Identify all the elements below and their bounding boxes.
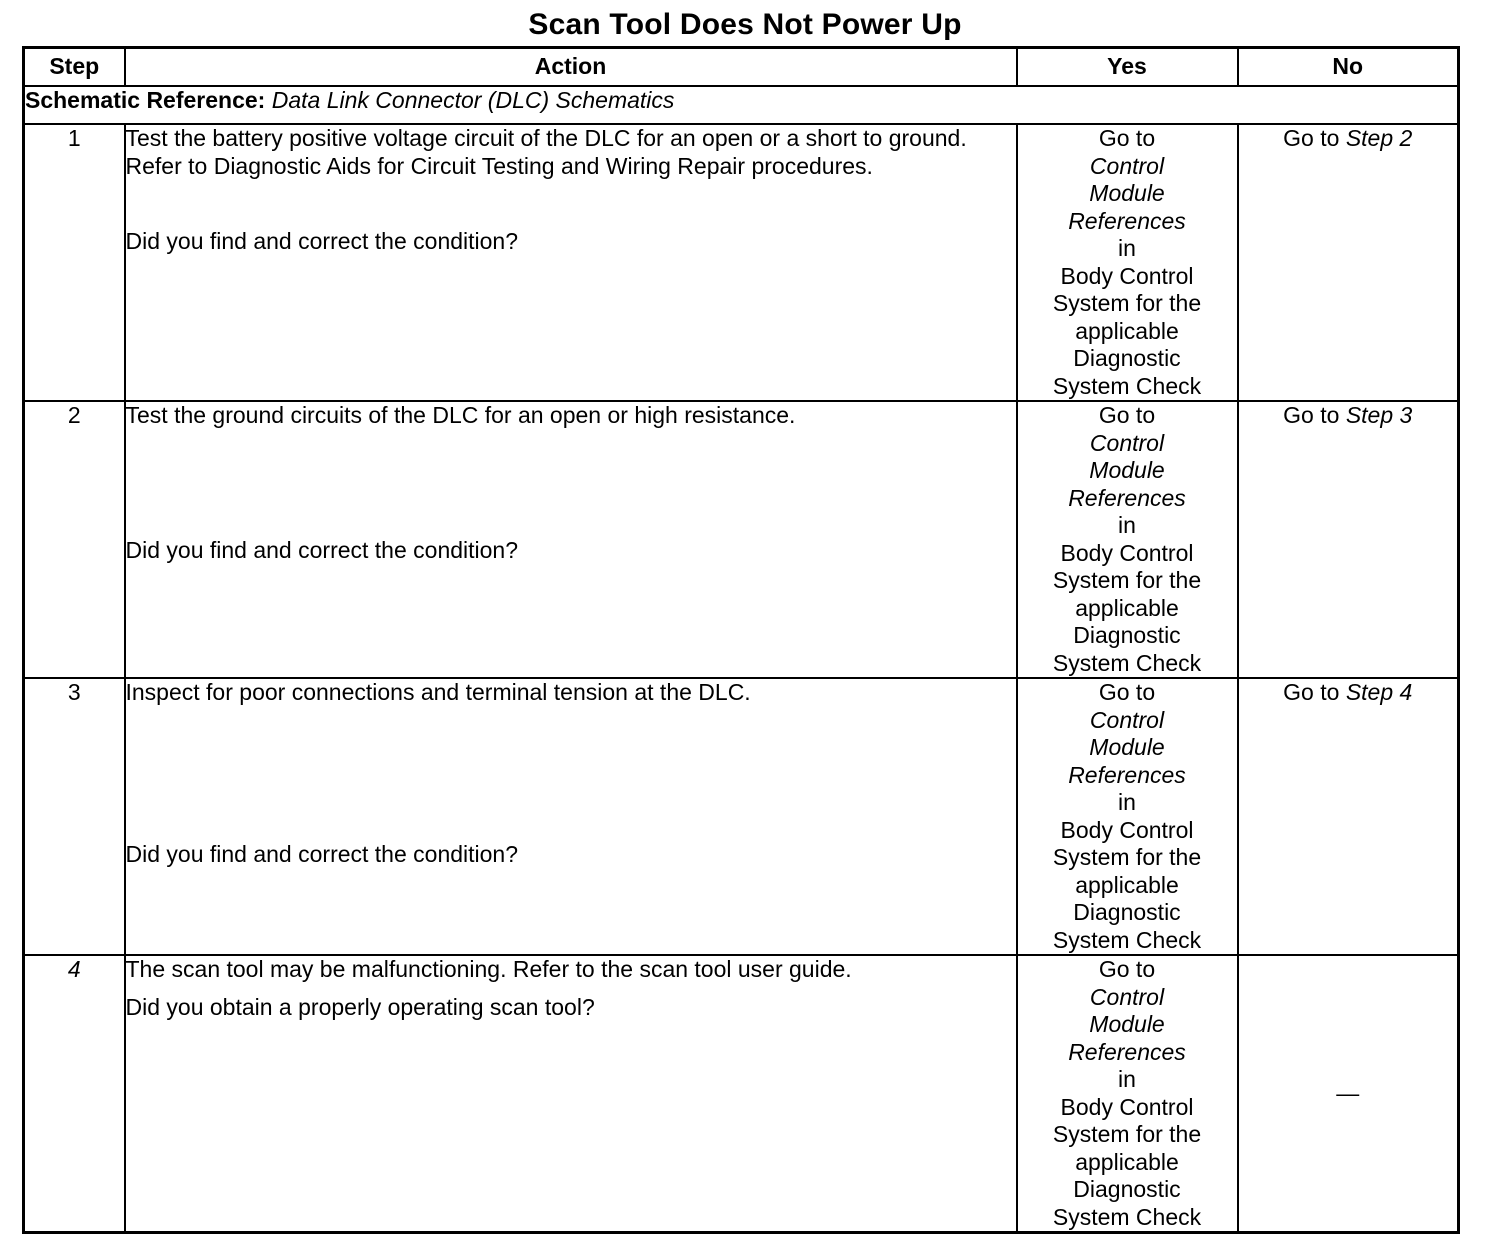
action-cell <box>125 955 1017 1233</box>
header-step: Step <box>24 48 125 87</box>
yes-text: Diagnostic <box>1073 622 1181 648</box>
action-text: Inspect for poor connections and terminal tension at the DLC. <box>125 679 751 705</box>
step-number: 2 <box>24 401 125 678</box>
table-row <box>24 401 1459 678</box>
yes-text: Diagnostic <box>1073 1176 1181 1202</box>
yes-link[interactable]: Module <box>1089 734 1165 760</box>
action-cell <box>125 401 1017 678</box>
step-number: 3 <box>24 678 125 955</box>
header-action: Action <box>125 48 1017 87</box>
yes-link[interactable]: Control <box>1089 152 1165 179</box>
yes-link[interactable]: References <box>1068 207 1186 234</box>
yes-link[interactable]: Control <box>1089 706 1165 733</box>
no-go-to: Go to <box>1283 402 1340 428</box>
yes-go-to: Go to <box>1098 956 1156 982</box>
yes-text: System Check <box>1052 1203 1202 1230</box>
no-step-link[interactable]: Step 2 <box>1345 125 1413 151</box>
no-step-link[interactable]: Step 3 <box>1345 402 1413 428</box>
yes-link[interactable]: References <box>1068 1038 1186 1065</box>
yes-in: in <box>1118 235 1136 261</box>
no-go-to: Go to <box>1283 125 1340 151</box>
action-cell <box>125 124 1017 401</box>
yes-text: Body Control <box>1060 262 1194 289</box>
yes-text: System Check <box>1052 649 1202 676</box>
table-row <box>24 955 1459 1233</box>
no-cell <box>1238 678 1459 955</box>
no-dash: — <box>1336 1079 1360 1106</box>
yes-cell <box>1017 955 1238 1233</box>
yes-go-to: Go to <box>1098 402 1156 428</box>
action-question: Did you find and correct the condition? <box>125 228 519 254</box>
yes-text: System for the <box>1052 290 1202 316</box>
yes-text: Body Control <box>1060 816 1194 843</box>
yes-link[interactable]: Control <box>1089 983 1165 1010</box>
yes-text: Body Control <box>1060 1093 1194 1120</box>
yes-text: System for the <box>1052 844 1202 870</box>
table-row <box>24 124 1459 401</box>
action-cell <box>125 678 1017 955</box>
yes-go-to: Go to <box>1098 679 1156 705</box>
page-title: Scan Tool Does Not Power Up <box>528 8 962 41</box>
yes-text: applicable <box>1075 1148 1179 1175</box>
yes-text: applicable <box>1075 871 1179 898</box>
yes-link[interactable]: Module <box>1089 180 1165 206</box>
no-cell <box>1238 124 1459 401</box>
schematic-row <box>24 86 1459 124</box>
header-no: No <box>1238 48 1459 87</box>
yes-link[interactable]: References <box>1068 484 1186 511</box>
header-yes: Yes <box>1017 48 1238 87</box>
step-number: 4 <box>24 955 125 1233</box>
yes-in: in <box>1118 789 1136 815</box>
no-cell <box>1238 401 1459 678</box>
step-number: 1 <box>24 124 125 401</box>
yes-text: Body Control <box>1060 539 1194 566</box>
action-text: Test the battery positive voltage circuit of the DLC for an open or a short to ground. Refer to Diagnostic Aids for Circuit Testing and Wiring Repair procedures. <box>125 125 967 179</box>
diagnostic-table <box>22 46 1460 1234</box>
yes-text: applicable <box>1075 594 1179 621</box>
yes-text: System for the <box>1052 567 1202 593</box>
action-text: Test the ground circuits of the DLC for an open or high resistance. <box>125 402 796 428</box>
action-question: Did you find and correct the condition? <box>125 840 519 867</box>
yes-cell <box>1017 401 1238 678</box>
action-question: Did you find and correct the condition? <box>125 536 519 563</box>
yes-cell <box>1017 124 1238 401</box>
no-cell <box>1238 955 1459 1233</box>
yes-link[interactable]: Module <box>1089 457 1165 483</box>
yes-link[interactable]: Control <box>1089 429 1165 456</box>
yes-text: Diagnostic <box>1073 345 1181 371</box>
schematic-link[interactable]: Data Link Connector (DLC) Schematics <box>271 87 675 113</box>
no-step-link[interactable]: Step 4 <box>1345 679 1413 705</box>
yes-link[interactable]: References <box>1068 761 1186 788</box>
yes-link[interactable]: Module <box>1089 1011 1165 1037</box>
yes-in: in <box>1118 1066 1136 1092</box>
header-row <box>24 48 1459 87</box>
schematic-label: Schematic Reference: <box>25 87 266 113</box>
yes-text: Diagnostic <box>1073 899 1181 925</box>
schematic-reference <box>24 86 1459 124</box>
yes-text: System Check <box>1052 926 1202 953</box>
yes-text: System Check <box>1052 372 1202 399</box>
table-row <box>24 678 1459 955</box>
yes-text: System for the <box>1052 1121 1202 1147</box>
yes-go-to: Go to <box>1098 125 1156 151</box>
yes-in: in <box>1118 512 1136 538</box>
action-question: Did you obtain a properly operating scan tool? <box>125 993 595 1020</box>
yes-cell <box>1017 678 1238 955</box>
yes-text: applicable <box>1075 317 1179 344</box>
action-text: The scan tool may be malfunctioning. Refer to the scan tool user guide. <box>125 956 852 982</box>
no-go-to: Go to <box>1283 679 1340 705</box>
